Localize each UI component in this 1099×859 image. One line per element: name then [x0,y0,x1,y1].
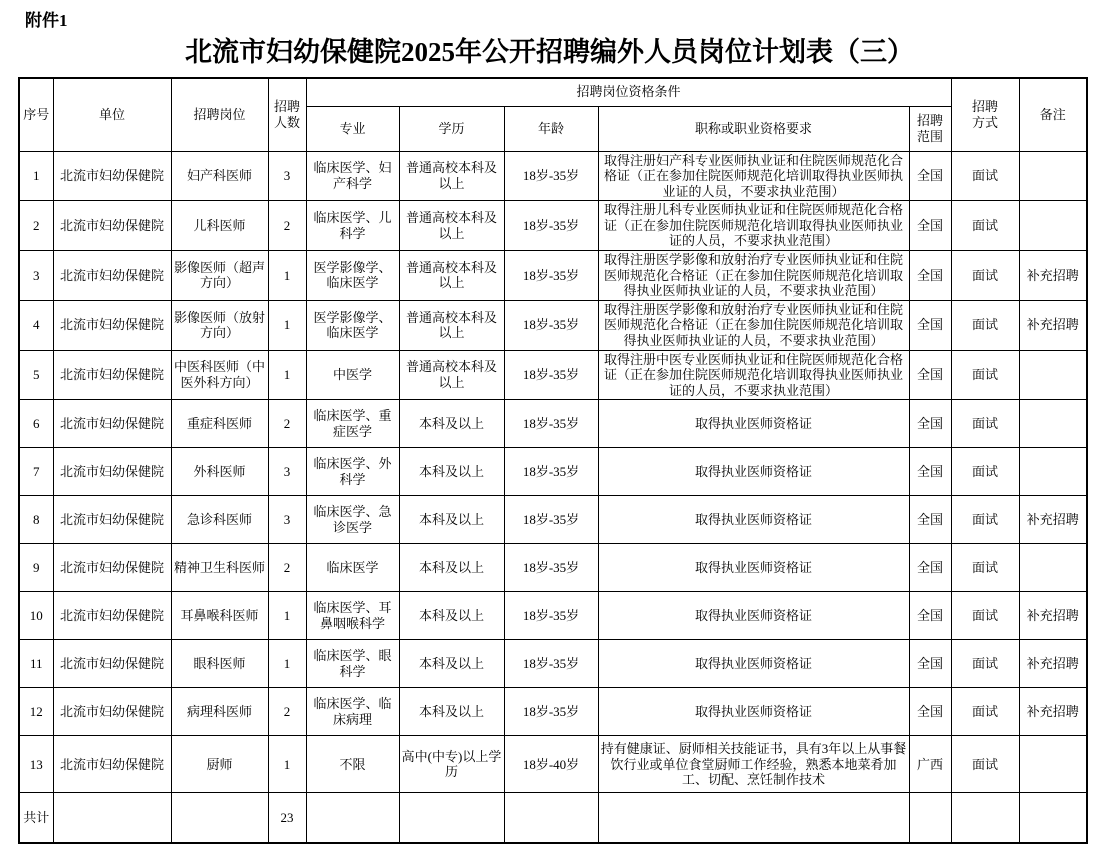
header-age-label: 年龄 [537,120,564,136]
cell-no: 13 [19,736,53,793]
cell-count: 1 [268,736,306,793]
cell-scope: 全国 [909,544,951,592]
cell-no: 3 [19,251,53,301]
cell-scope: 全国 [909,688,951,736]
header-post-label: 招聘岗位 [193,106,246,122]
cell-qualification: 取得执业医师资格证 [598,688,909,736]
cell-post: 耳鼻喉科医师 [171,592,268,640]
cell-remark [1019,400,1087,448]
cell-education: 普通高校本科及以上 [399,300,504,350]
cell-method: 面试 [951,350,1019,400]
total-cell-qualification [598,793,909,843]
cell-age: 18岁-35岁 [504,151,598,201]
header-method-label: 招聘方式 [972,99,999,130]
cell-remark [1019,544,1087,592]
cell-unit: 北流市妇幼保健院 [53,448,171,496]
cell-age: 18岁-35岁 [504,592,598,640]
cell-remark: 补充招聘 [1019,251,1087,301]
cell-scope: 全国 [909,496,951,544]
cell-scope: 全国 [909,592,951,640]
cell-count: 3 [268,448,306,496]
cell-remark [1019,350,1087,400]
cell-method: 面试 [951,688,1019,736]
cell-count: 1 [268,640,306,688]
cell-remark: 补充招聘 [1019,496,1087,544]
header-education-label: 学历 [438,120,465,136]
total-cell-scope [909,793,951,843]
cell-education: 本科及以上 [399,592,504,640]
cell-major: 临床医学、耳鼻咽喉科学 [306,592,399,640]
table-row [19,400,1087,448]
total-cell-age [504,793,598,843]
cell-age: 18岁-35岁 [504,496,598,544]
cell-scope: 全国 [909,251,951,301]
recruitment-plan-table [18,77,1088,844]
cell-age: 18岁-35岁 [504,251,598,301]
cell-unit: 北流市妇幼保健院 [53,201,171,251]
cell-unit: 北流市妇幼保健院 [53,496,171,544]
cell-major: 临床医学、儿科学 [306,201,399,251]
cell-remark [1019,151,1087,201]
cell-post: 眼科医师 [171,640,268,688]
cell-count: 2 [268,688,306,736]
table-row [19,688,1087,736]
total-cell-education [399,793,504,843]
cell-count: 2 [268,544,306,592]
table-row [19,300,1087,350]
total-row [19,793,1087,843]
header-qualification [598,106,909,151]
cell-method: 面试 [951,736,1019,793]
cell-unit: 北流市妇幼保健院 [53,592,171,640]
header-unit [53,78,171,151]
table-row [19,736,1087,793]
header-post [171,78,268,151]
cell-major: 不限 [306,736,399,793]
cell-remark [1019,736,1087,793]
cell-method: 面试 [951,496,1019,544]
total-cell-post [171,793,268,843]
cell-no: 2 [19,201,53,251]
cell-scope: 全国 [909,151,951,201]
cell-education: 高中(中专)以上学历 [399,736,504,793]
header-row-group [19,78,1087,106]
cell-unit: 北流市妇幼保健院 [53,736,171,793]
header-seq-label: 序号 [23,106,50,122]
cell-education: 本科及以上 [399,544,504,592]
cell-count: 2 [268,201,306,251]
cell-count: 3 [268,496,306,544]
cell-qualification: 取得执业医师资格证 [598,496,909,544]
cell-qualification: 取得执业医师资格证 [598,400,909,448]
cell-age: 18岁-35岁 [504,350,598,400]
cell-qualification: 取得执业医师资格证 [598,544,909,592]
cell-post: 病理科医师 [171,688,268,736]
cell-post: 急诊科医师 [171,496,268,544]
header-scope-label: 招聘范围 [917,112,944,144]
cell-qualification: 取得执业医师资格证 [598,640,909,688]
cell-age: 18岁-40岁 [504,736,598,793]
cell-major: 医学影像学、临床医学 [306,300,399,350]
cell-major: 临床医学、妇产科学 [306,151,399,201]
cell-major: 临床医学、重症医学 [306,400,399,448]
cell-scope: 广西 [909,736,951,793]
cell-scope: 全国 [909,400,951,448]
total-label: 共计 [19,793,53,843]
table-row [19,350,1087,400]
cell-count: 1 [268,300,306,350]
cell-major: 临床医学 [306,544,399,592]
cell-count: 3 [268,151,306,201]
cell-count: 2 [268,400,306,448]
cell-no: 1 [19,151,53,201]
table-row [19,201,1087,251]
cell-scope: 全国 [909,640,951,688]
cell-education: 本科及以上 [399,688,504,736]
table-header [19,78,1087,151]
cell-qualification: 取得注册医学影像和放射治疗专业医师执业证和住院医师规范化合格证（正在参加住院医师规范化培训取得执业医师执业证的人员，不要求执业范围） [598,251,909,301]
cell-no: 5 [19,350,53,400]
cell-remark [1019,448,1087,496]
table-row [19,592,1087,640]
cell-qualification: 取得注册妇产科专业医师执业证和住院医师规范化合格证（正在参加住院医师规范化培训取得执业医师执业证的人员，不要求执业范围） [598,151,909,201]
header-scope [909,106,951,151]
cell-no: 10 [19,592,53,640]
table-row [19,251,1087,301]
cell-method: 面试 [951,544,1019,592]
cell-major: 医学影像学、临床医学 [306,251,399,301]
cell-qualification: 取得执业医师资格证 [598,448,909,496]
cell-age: 18岁-35岁 [504,300,598,350]
cell-unit: 北流市妇幼保健院 [53,300,171,350]
cell-post: 妇产科医师 [171,151,268,201]
cell-age: 18岁-35岁 [504,400,598,448]
cell-qualification: 取得注册儿科专业医师执业证和住院医师规范化合格证（正在参加住院医师规范化培训取得执业医师执业证的人员，不要求执业范围） [598,201,909,251]
cell-no: 4 [19,300,53,350]
cell-method: 面试 [951,448,1019,496]
table-row [19,448,1087,496]
cell-remark: 补充招聘 [1019,688,1087,736]
header-remark [1019,78,1087,151]
cell-unit: 北流市妇幼保健院 [53,350,171,400]
cell-education: 普通高校本科及以上 [399,251,504,301]
cell-scope: 全国 [909,201,951,251]
cell-unit: 北流市妇幼保健院 [53,544,171,592]
cell-count: 1 [268,350,306,400]
table-body [19,151,1087,843]
cell-no: 9 [19,544,53,592]
cell-education: 普通高校本科及以上 [399,350,504,400]
header-education [399,106,504,151]
cell-age: 18岁-35岁 [504,201,598,251]
header-qualification-group-label: 招聘岗位资格条件 [576,84,681,100]
cell-qualification: 取得注册中医专业医师执业证和住院医师规范化合格证（正在参加住院医师规范化培训取得执业医师执业证的人员，不要求执业范围） [598,350,909,400]
cell-no: 6 [19,400,53,448]
cell-method: 面试 [951,592,1019,640]
total-count: 23 [268,793,306,843]
cell-no: 8 [19,496,53,544]
cell-method: 面试 [951,400,1019,448]
cell-post: 儿科医师 [171,201,268,251]
cell-qualification: 取得执业医师资格证 [598,592,909,640]
total-cell-unit [53,793,171,843]
cell-post: 厨师 [171,736,268,793]
header-qualification-group [306,78,951,106]
total-cell-major [306,793,399,843]
header-major-label: 专业 [339,120,366,136]
cell-scope: 全国 [909,300,951,350]
cell-method: 面试 [951,640,1019,688]
table-row [19,640,1087,688]
header-seq [19,78,53,151]
cell-remark: 补充招聘 [1019,640,1087,688]
cell-age: 18岁-35岁 [504,688,598,736]
header-major [306,106,399,151]
cell-post: 影像医师（超声方向） [171,251,268,301]
cell-no: 7 [19,448,53,496]
header-count [268,78,306,151]
cell-method: 面试 [951,251,1019,301]
cell-age: 18岁-35岁 [504,448,598,496]
cell-age: 18岁-35岁 [504,640,598,688]
cell-remark: 补充招聘 [1019,300,1087,350]
cell-major: 中医学 [306,350,399,400]
cell-post: 中医科医师（中医外科方向） [171,350,268,400]
cell-education: 本科及以上 [399,640,504,688]
cell-no: 12 [19,688,53,736]
cell-post: 重症科医师 [171,400,268,448]
cell-remark [1019,201,1087,251]
header-age [504,106,598,151]
cell-unit: 北流市妇幼保健院 [53,688,171,736]
header-qualification-label: 职称或职业资格要求 [694,120,812,136]
table-row [19,151,1087,201]
cell-education: 本科及以上 [399,400,504,448]
cell-major: 临床医学、外科学 [306,448,399,496]
table-row [19,496,1087,544]
cell-age: 18岁-35岁 [504,544,598,592]
cell-scope: 全国 [909,350,951,400]
cell-post: 影像医师（放射方向） [171,300,268,350]
cell-method: 面试 [951,201,1019,251]
cell-post: 精神卫生科医师 [171,544,268,592]
header-count-label: 招聘人数 [273,99,300,130]
header-unit-label: 单位 [98,106,125,122]
cell-unit: 北流市妇幼保健院 [53,251,171,301]
header-method [951,78,1019,151]
cell-major: 临床医学、临床病理 [306,688,399,736]
cell-education: 本科及以上 [399,496,504,544]
cell-method: 面试 [951,151,1019,201]
cell-major: 临床医学、急诊医学 [306,496,399,544]
cell-major: 临床医学、眼科学 [306,640,399,688]
cell-unit: 北流市妇幼保健院 [53,400,171,448]
cell-scope: 全国 [909,448,951,496]
cell-education: 普通高校本科及以上 [399,151,504,201]
cell-unit: 北流市妇幼保健院 [53,151,171,201]
cell-count: 1 [268,592,306,640]
table-row [19,544,1087,592]
total-cell-remark [1019,793,1087,843]
cell-qualification: 持有健康证、厨师相关技能证书，具有3年以上从事餐饮行业或单位食堂厨师工作经验，熟悉本地菜肴加工、切配、烹饪制作技术 [598,736,909,793]
cell-no: 11 [19,640,53,688]
header-remark-label: 备注 [1039,106,1066,122]
attachment-label: 附件1 [25,11,68,30]
cell-education: 普通高校本科及以上 [399,201,504,251]
cell-education: 本科及以上 [399,448,504,496]
cell-method: 面试 [951,300,1019,350]
total-cell-method [951,793,1019,843]
cell-count: 1 [268,251,306,301]
cell-remark: 补充招聘 [1019,592,1087,640]
cell-post: 外科医师 [171,448,268,496]
page-title: 北流市妇幼保健院2025年公开招聘编外人员岗位计划表（三） [185,37,914,67]
cell-unit: 北流市妇幼保健院 [53,640,171,688]
cell-qualification: 取得注册医学影像和放射治疗专业医师执业证和住院医师规范化合格证（正在参加住院医师规范化培训取得执业医师执业证的人员，不要求执业范围） [598,300,909,350]
